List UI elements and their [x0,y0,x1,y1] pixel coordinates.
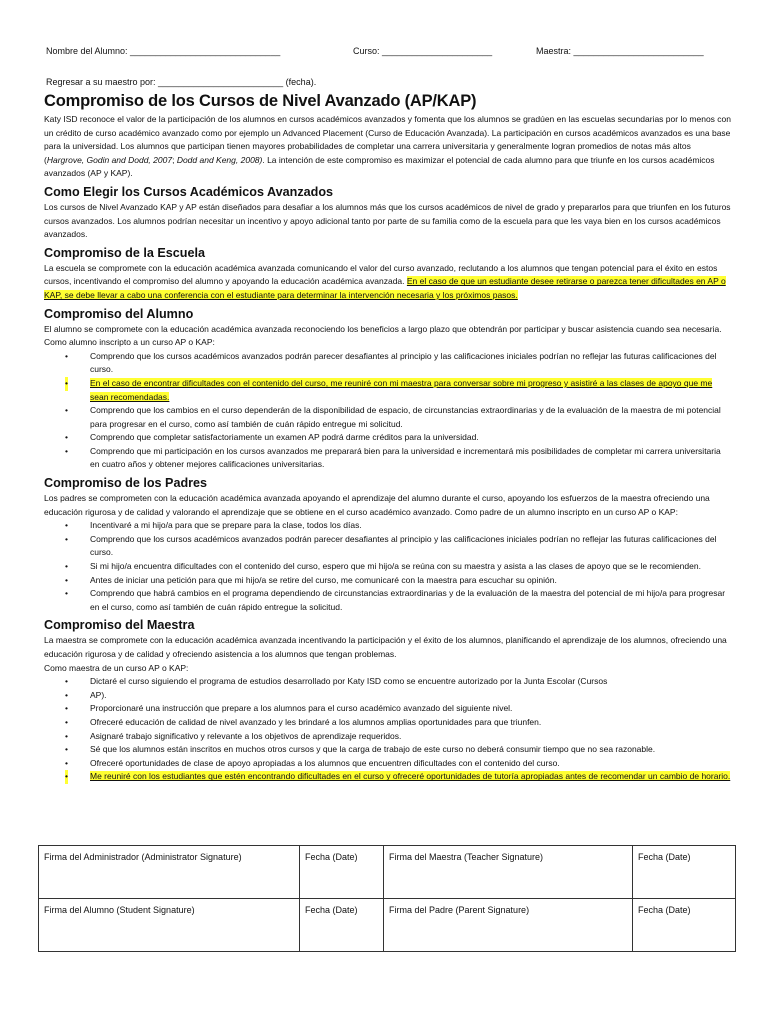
school-highlight: En el caso de que un estudiante desee retirarse o parezca tener dificultades en AP o KAP, se debe llevar a cabo una conferencia con el estudiante para determinar la intervención necesaria y los próximos pasos. [44,276,726,300]
bullet-icon: • [65,676,68,687]
bullet-icon: • [65,757,68,768]
student-name-field[interactable]: Nombre del Alumno: ______________________________ [46,46,281,56]
admin-signature-cell[interactable]: Firma del Administrador (Administrator Signature) [39,846,300,899]
list-item-text: Comprendo que los cambios en el curso dependerán de la disponibilidad de espacio, de circunstancias extraordinarias y de la evaluación de la maestra de mi potencial para progresar en el curso, como así también de cuán rápido entregue mi solicitud. [90,405,721,429]
bullet-icon: • [65,574,68,585]
list-item-text: Dictaré el curso siguiendo el programa de estudios desarrollado por Katy ISD como se encuentre autorizado por la Junta Escolar (Cursos [90,676,608,687]
list-item [44,377,732,404]
teacher-bullet-list [44,675,732,784]
bullet-icon: • [65,689,68,700]
bullet-icon: • [65,533,68,544]
parents-bullet-list [44,519,732,614]
list-item [44,574,732,588]
bullet-icon: • [65,744,68,755]
bullet-icon: • [65,350,68,361]
document-title: Compromiso de los Cursos de Nivel Avanzado (AP/KAP) [44,92,477,110]
school-heading: Compromiso de la Escuela [44,245,205,260]
citation-2: Dodd and Keng, 2008) [176,154,263,165]
list-item [44,519,732,533]
bullet-icon: • [65,730,68,741]
list-item-text: Incentivaré a mi hijo/a para que se prepare para la clase, todos los días. [90,520,362,531]
bullet-icon: • [65,445,68,456]
signature-row [39,846,736,899]
intro-paragraph [44,113,732,181]
list-item [44,431,732,445]
list-item-text: Comprendo que completar satisfactoriamente un examen AP podrá darme créditos para la universidad. [90,432,479,443]
list-item-text: Antes de iniciar una petición para que mi hijo/a se retire del curso, me comunicaré con la maestra para escuchar su opinión. [90,574,557,585]
header-fields [46,46,736,60]
bullet-icon: • [65,770,68,784]
list-item-text: Me reuniré con los estudiantes que estén encontrando dificultades en el curso y ofreceré oportunidades de tutoría apropiadas antes de recomendar un cambio de horario. [90,771,731,782]
list-item-text: En el caso de encontrar dificultades con el contenido del curso, me reuniré con mi maestra para conversar sobre mi progreso y asistiré a las clases de apoyo que me sean recomendadas. [90,377,713,402]
list-item-text: Proporcionaré una instrucción que prepare a los alumnos para el curso académico avanzado del siguiente nivel. [90,703,513,714]
list-item-text: Comprendo que los cursos académicos avanzados podrán parecer desafiantes al principio y las calificaciones iniciales podrían no reflejar las futuras calificaciones del curso. [90,533,717,558]
teacher-paragraph: La maestra se compromete con la educación académica avanzada incentivando la participación y el éxito de los alumnos, planificando el aprendizaje de los alumnos, ofreciendo una educación rigurosa y de calidad y ofreciendo asistencia a los alumnos que tengan problemas. [44,635,727,659]
student-date-cell[interactable]: Fecha (Date) [300,899,384,952]
teacher-signature-cell[interactable]: Firma del Maestra (Teacher Signature) [384,846,633,899]
list-item [44,350,732,377]
list-item-text: Comprendo que mi participación en los cursos avanzados me preparará bien para la universidad e incrementará mis posibilidades de completar mi carrera universitaria en cuatro años y obtener mejores calificaciones universitarias. [90,445,721,470]
list-item [44,587,732,614]
signature-row [39,899,736,952]
admin-date-cell[interactable]: Fecha (Date) [300,846,384,899]
list-item [44,730,732,744]
student-bullet-list [44,350,732,472]
teacher-paragraph-2: Como maestra de un curso AP o KAP: [44,662,189,673]
school-paragraph [44,262,732,303]
course-field[interactable]: Curso: ______________________ [353,46,493,56]
list-item [44,716,732,730]
bullet-icon: • [65,520,68,531]
bullet-icon: • [65,405,68,416]
choose-paragraph: Los cursos de Nivel Avanzado KAP y AP están diseñados para desafiar a los alumnos más que los cursos académicos de nivel de grado y prepararlos para que triunfen en los futuros cursos avanzados. Los alumnos podrían necesitar un incentivo y apoyo adicional tanto por parte de su familia como de la escuela para que les vaya bien en los cursos académicos avanzados. [44,201,731,240]
parent-date-cell[interactable]: Fecha (Date) [633,899,736,952]
list-item-text: Sé que los alumnos están inscritos en muchos otros cursos y que la carga de trabajo de este curso no deberá consumir tiempo que no sea razonable. [90,744,656,755]
teacher-date-cell[interactable]: Fecha (Date) [633,846,736,899]
bullet-icon: • [65,703,68,714]
list-item [44,675,732,689]
list-item [44,743,732,757]
list-item-text: Asignaré trabajo significativo y relevante a los objetivos de aprendizaje requeridos. [90,730,402,741]
student-paragraph: El alumno se compromete con la educación académica avanzada reconociendo los beneficios a largo plazo que obtendrán por participar y buscar asistencia cuando sea necesaria. Como alumno inscripto a un curso AP o KAP: [44,323,722,348]
bullet-icon: • [65,561,68,572]
list-item-text: Ofreceré educación de calidad de nivel avanzado y les brindaré a los alumnos amplias oportunidades para que triunfen. [90,716,542,727]
bullet-icon: • [65,377,68,391]
list-item [44,404,732,431]
bullet-icon: • [65,432,68,443]
list-item-text: Comprendo que habrá cambios en el programa dependiendo de circunstancias extraordinarias y de la evaluación de la maestra del potencial de mi hijo/a para progresar en el curso, como así también de cuán rápido entregue la solicitud. [90,588,726,612]
parents-heading: Compromiso de los Padres [44,476,208,491]
list-item-text: AP). [90,689,107,700]
list-item [44,702,732,716]
student-heading: Compromiso del Alumno [44,306,194,321]
list-item-text: Comprendo que los cursos académicos avanzados podrán parecer desafiantes al principio y las calificaciones iniciales podrían no reflejar las futuras calificaciones del curso. [90,350,717,375]
student-signature-cell[interactable]: Firma del Alumno (Student Signature) [39,899,300,952]
parents-paragraph: Los padres se comprometen con la educación académica avanzada apoyando el aprendizaje del alumno durante el curso, apoyando los esfuerzos de la maestra ofreciendo una educación rigurosa y de calidad y valorando el aprendizaje que se obtiene en el curso académico avanzado. Como padre de un alumno inscripto en un curso AP o KAP: [44,493,710,517]
list-item-text: Ofreceré oportunidades de clase de apoyo apropiadas a los alumnos que encuentren dificultades con el contenido del curso. [90,757,560,768]
teacher-heading: Compromiso del Maestra [44,618,195,633]
teacher-field[interactable]: Maestra: __________________________ [536,46,704,56]
return-date-field[interactable]: Regresar a su maestro por: _________________________ (fecha). [46,77,317,87]
bullet-icon: • [65,588,68,599]
list-item [44,533,732,560]
list-item [44,445,732,472]
citation-separator: ; [172,154,177,165]
list-item [44,757,732,771]
school-text: La escuela se compromete con la educación académica avanzada comunicando el valor del curso avanzado, reclutando a los alumnos que tengan potencial para el éxito en estos cursos, incentivando el compromiso del alumno y apoyando la educación académica avanzada. [44,262,718,287]
list-item [44,560,732,574]
bullet-icon: • [65,716,68,727]
intro-text: Katy ISD reconoce el valor de la participación de los alumnos en cursos académicos avanzados y fomenta que los alumnos se gradúen en las escuelas secundarias por lo menos con un crédito de curso académico avanzado como por ejemplo un Advanced Placement (Curso de Educación Avanzada). La participación en cursos académicos avanzados es una base para la universidad. Los alumnos que participan tienen mayores probabilidades de completar una carrera universitaria y generalmente logran promedios de notas más altos ( [44,114,731,165]
document-body [44,91,732,784]
list-item [44,770,732,784]
citation-1: Hargrove, Godin and Dodd, 2007 [46,154,173,165]
list-item-text: Si mi hijo/a encuentra dificultades con el contenido del curso, espero que mi hijo/a se reúna con su maestra y asista a las clases de apoyo que se le recomienden. [90,561,701,572]
choose-heading: Como Elegir los Cursos Académicos Avanzados [44,184,334,199]
list-item [44,689,732,703]
intro-text-end: . La intención de este compromiso es maximizar el potencial de cada alumno para que triunfe en los cursos académicos avanzados (AP y KAP). [44,154,715,179]
parent-signature-cell[interactable]: Firma del Padre (Parent Signature) [384,899,633,952]
signature-table [38,845,736,952]
